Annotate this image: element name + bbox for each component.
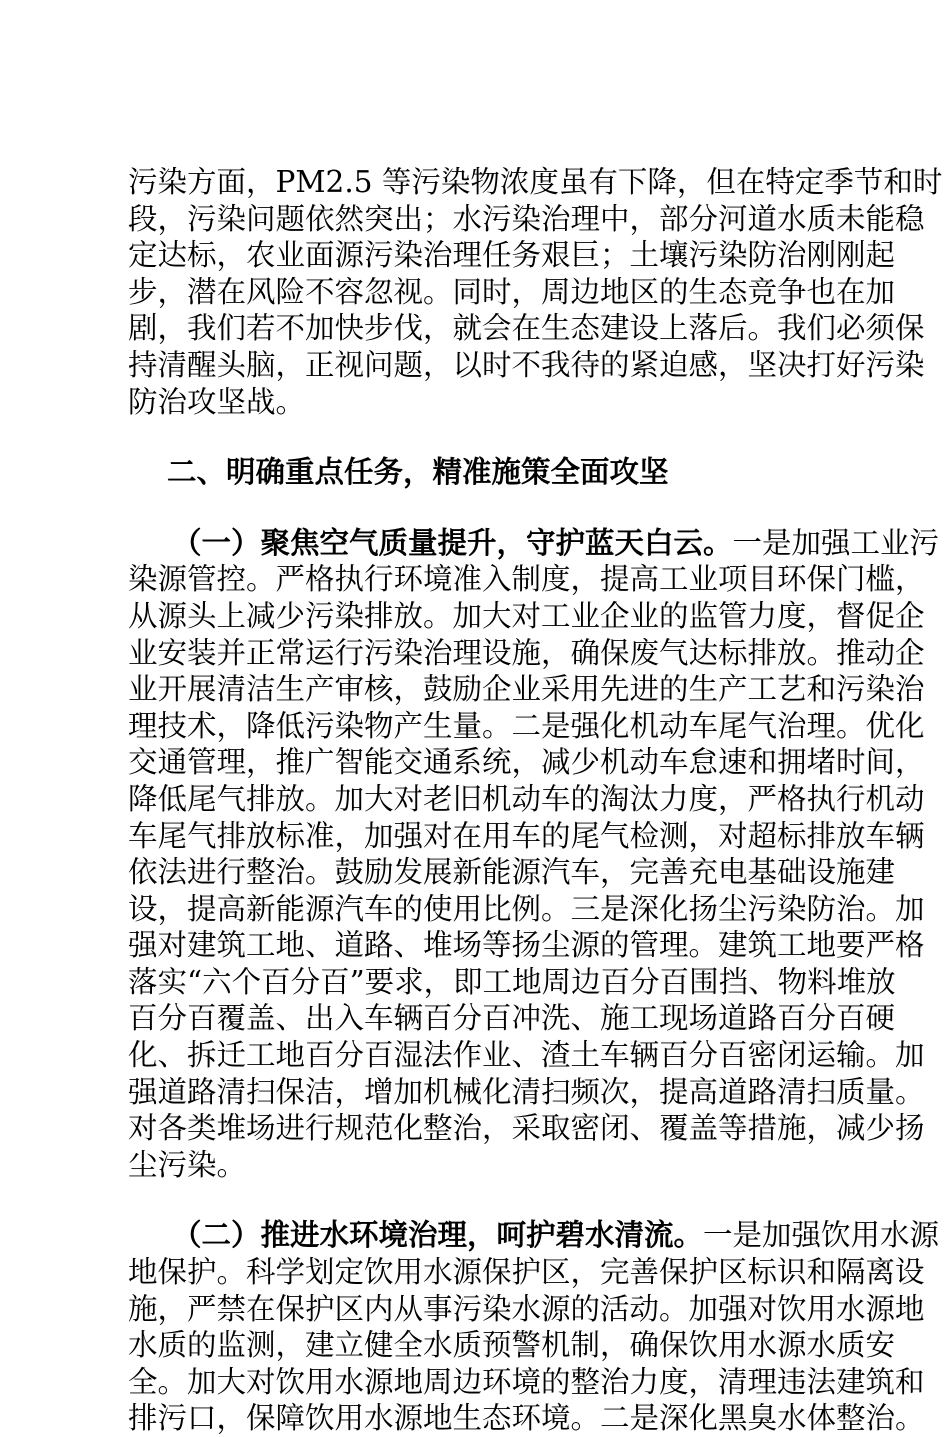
text-line: 段，污染问题依然突出；水污染治理中，部分河道水质未能稳 <box>128 201 925 236</box>
paragraph-air-quality <box>128 525 940 1184</box>
text-line: 剧，我们若不加快步伐，就会在生态建设上落后。我们必须保 <box>128 311 925 346</box>
text-line: 降低尾气排放。加大对老旧机动车的淘汰力度，严格执行机动 <box>128 781 925 816</box>
text-line: 理技术，降低污染物产生量。二是强化机动车尾气治理。优化 <box>128 708 925 743</box>
text-line: 防治攻坚战。 <box>128 384 306 419</box>
paragraph-water-environment <box>128 1217 940 1437</box>
text-line <box>128 1217 940 1254</box>
section-heading: 二、明确重点任务，精准施策全面攻坚 <box>167 455 669 490</box>
text-line: 强道路清扫保洁，增加机械化清扫频次，提高道路清扫质量。 <box>128 1074 925 1109</box>
text-line: 尘污染。 <box>128 1147 247 1182</box>
text-line <box>128 525 940 562</box>
text-line: 业安装并正常运行污染治理设施，确保废气达标排放。推动企 <box>128 635 925 670</box>
paragraph-gap <box>128 491 832 525</box>
text-line: 定达标，农业面源污染治理任务艰巨；土壤污染防治刚刚起 <box>128 238 896 273</box>
text-line: 施，严禁在保护区内从事污染水源的活动。加强对饮用水源地 <box>128 1291 925 1326</box>
subsection-title: （二）推进水环境治理，呵护碧水清流。 <box>172 1218 704 1253</box>
text-run: 一是加强工业污 <box>732 525 940 560</box>
intro-paragraph <box>128 164 943 420</box>
text-line: 百分百覆盖、出入车辆百分百冲洗、施工现场道路百分百硬 <box>128 1001 896 1036</box>
text-line: 水质的监测，建立健全水质预警机制，确保饮用水源水质安 <box>128 1328 896 1363</box>
text-line: 交通管理，推广智能交通系统，减少机动车怠速和拥堵时间， <box>128 745 925 780</box>
text-line: 全。加大对饮用水源地周边环境的整治力度，清理违法建筑和 <box>128 1364 925 1399</box>
text-line: 对各类堆场进行规范化整治，采取密闭、覆盖等措施，减少扬 <box>128 1111 925 1146</box>
text-line: 从源头上减少污染排放。加大对工业企业的监管力度，督促企 <box>128 598 925 633</box>
text-line: 持清醒头脑，正视问题，以时不我待的紧迫感，坚决打好污染 <box>128 347 925 382</box>
text-line: 步，潜在风险不容忽视。同时，周边地区的生态竞争也在加 <box>128 274 896 309</box>
text-line: 地保护。科学划定饮用水源保护区，完善保护区标识和隔离设 <box>128 1255 925 1290</box>
text-line: 依法进行整治。鼓励发展新能源汽车，完善充电基础设施建 <box>128 855 896 890</box>
subsection-title: （一）聚焦空气质量提升，守护蓝天白云。 <box>172 525 733 560</box>
text-line: 车尾气排放标准，加强对在用车的尾气检测，对超标排放车辆 <box>128 818 925 853</box>
document-page <box>128 164 943 1437</box>
text-line: 排污口，保障饮用水源地生态环境。二是深化黑臭水体整治。 <box>128 1401 925 1436</box>
text-line: 业开展清洁生产审核，鼓励企业采用先进的生产工艺和污染治 <box>128 672 925 707</box>
paragraph-gap <box>128 420 832 454</box>
text-line: 化、拆迁工地百分百湿法作业、渣土车辆百分百密闭运输。加 <box>128 1038 925 1073</box>
text-line: 污染方面，PM2.5 等污染物浓度虽有下降，但在特定季节和时 <box>128 165 943 199</box>
text-line: 强对建筑工地、道路、堆场等扬尘源的管理。建筑工地要严格 <box>128 928 925 963</box>
text-line: 设，提高新能源汽车的使用比例。三是深化扬尘污染防治。加 <box>128 891 925 926</box>
paragraph-gap <box>128 1183 832 1217</box>
text-line: 落实“六个百分百”要求，即工地周边百分百围挡、物料堆放 <box>128 964 896 999</box>
text-line: 染源管控。严格执行环境准入制度，提高工业项目环保门槛， <box>128 562 925 597</box>
text-run: 一是加强饮用水源 <box>703 1218 940 1253</box>
